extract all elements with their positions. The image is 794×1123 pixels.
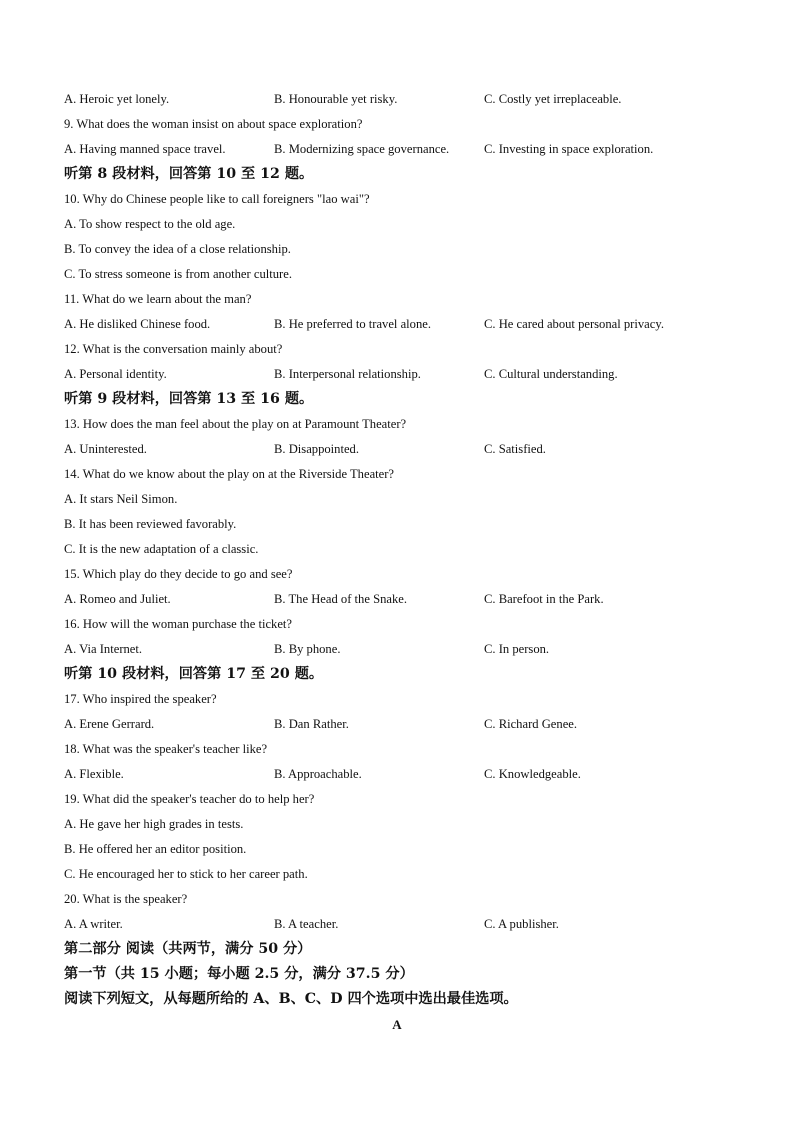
option-row	[64, 912, 744, 937]
option-a: A. Heroic yet lonely.	[64, 92, 170, 106]
passage-label: A	[392, 1017, 402, 1032]
option-row	[64, 712, 744, 737]
option-a: A. Erene Gerrard.	[64, 717, 155, 731]
option-c: C. He cared about personal privacy.	[484, 317, 664, 331]
option-c: C. A publisher.	[484, 917, 559, 931]
option-a: A. Personal identity.	[64, 367, 167, 381]
section-heading: 听第 10 段材料，回答第 17 至 20 题。	[64, 666, 324, 682]
question-text: 11. What do we learn about the man?	[64, 292, 252, 306]
section-heading: 听第 8 段材料，回答第 10 至 12 题。	[64, 166, 314, 182]
option-a: A. Uninterested.	[64, 442, 147, 456]
question-text: 13. How does the man feel about the play on at Paramount Theater?	[64, 417, 407, 431]
option-line: A. He gave her high grades in tests.	[64, 817, 244, 831]
option-a: A. A writer.	[64, 917, 123, 931]
option-b: B. The Head of the Snake.	[274, 592, 408, 606]
question-text: 18. What was the speaker's teacher like?	[64, 742, 268, 756]
question-text: 20. What is the speaker?	[64, 892, 188, 906]
option-c: C. In person.	[484, 642, 550, 656]
option-c: C. Satisfied.	[484, 442, 546, 456]
section-heading: 阅读下列短文，从每题所给的 A、B、C、D 四个选项中选出最佳选项。	[64, 991, 518, 1007]
option-b: B. A teacher.	[274, 917, 339, 931]
option-line: C. He encouraged her to stick to her career path.	[64, 867, 308, 881]
option-a: A. Romeo and Juliet.	[64, 592, 171, 606]
option-b: B. Approachable.	[274, 767, 362, 781]
question-text: 10. Why do Chinese people like to call foreigners "lao wai"?	[64, 192, 370, 206]
option-line: C. To stress someone is from another culture.	[64, 267, 292, 281]
option-row	[64, 762, 744, 787]
option-a: A. Having manned space travel.	[64, 142, 226, 156]
option-c: C. Knowledgeable.	[484, 767, 581, 781]
option-a: A. Flexible.	[64, 767, 124, 781]
question-text: 19. What did the speaker's teacher do to help her?	[64, 792, 315, 806]
option-row	[64, 637, 744, 662]
question-text: 15. Which play do they decide to go and see?	[64, 567, 293, 581]
option-a: A. Via Internet.	[64, 642, 143, 656]
option-line: B. To convey the idea of a close relationship.	[64, 242, 291, 256]
option-line: B. It has been reviewed favorably.	[64, 517, 237, 531]
option-b: B. Dan Rather.	[274, 717, 349, 731]
section-heading: 第二部分 阅读（共两节，满分 50 分）	[64, 941, 312, 957]
option-b: B. Disappointed.	[274, 442, 360, 456]
option-b: B. Interpersonal relationship.	[274, 367, 421, 381]
option-row	[64, 587, 744, 612]
option-line: A. To show respect to the old age.	[64, 217, 236, 231]
option-c: C. Investing in space exploration.	[484, 142, 654, 156]
question-text: 16. How will the woman purchase the ticket?	[64, 617, 293, 631]
option-c: C. Richard Genee.	[484, 717, 578, 731]
section-heading: 第一节（共 15 小题；每小题 2.5 分，满分 37.5 分）	[64, 966, 414, 982]
option-c: C. Barefoot in the Park.	[484, 592, 604, 606]
option-row	[64, 137, 744, 162]
option-row	[64, 87, 744, 112]
option-b: B. Honourable yet risky.	[274, 92, 398, 106]
option-c: C. Costly yet irreplaceable.	[484, 92, 622, 106]
option-a: A. He disliked Chinese food.	[64, 317, 211, 331]
option-row	[64, 312, 744, 337]
option-b: B. By phone.	[274, 642, 341, 656]
question-text: 12. What is the conversation mainly about?	[64, 342, 283, 356]
option-line: C. It is the new adaptation of a classic.	[64, 542, 259, 556]
question-text: 9. What does the woman insist on about space exploration?	[64, 117, 363, 131]
option-b: B. He preferred to travel alone.	[274, 317, 431, 331]
section-heading: 听第 9 段材料，回答第 13 至 16 题。	[64, 391, 314, 407]
option-row	[64, 362, 744, 387]
question-text: 17. Who inspired the speaker?	[64, 692, 217, 706]
question-text: 14. What do we know about the play on at the Riverside Theater?	[64, 467, 395, 481]
option-row	[64, 437, 744, 462]
option-b: B. Modernizing space governance.	[274, 142, 450, 156]
option-line: B. He offered her an editor position.	[64, 842, 247, 856]
option-c: C. Cultural understanding.	[484, 367, 618, 381]
option-line: A. It stars Neil Simon.	[64, 492, 178, 506]
